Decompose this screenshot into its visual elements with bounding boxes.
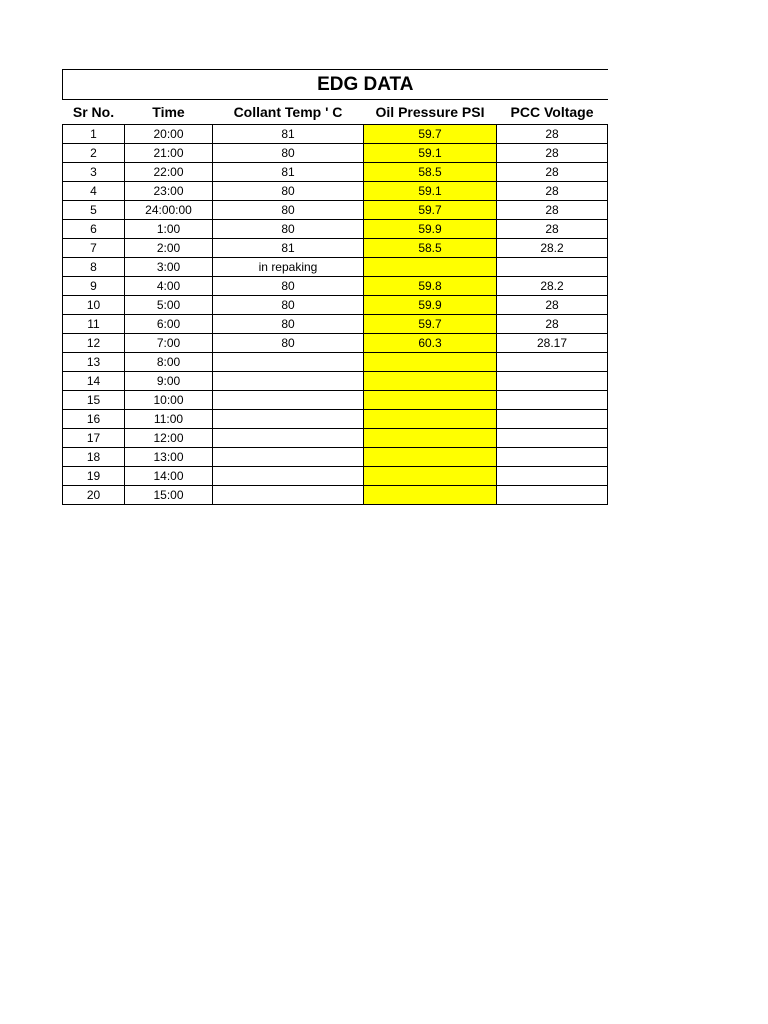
- cell-pcc-voltage: 28: [497, 144, 608, 163]
- cell-oil-pressure: [364, 410, 497, 429]
- table-row: [63, 182, 608, 201]
- table-row: [63, 163, 608, 182]
- cell-collant-temp: [213, 410, 364, 429]
- table-row: [63, 486, 608, 505]
- cell-sr-no: 17: [63, 429, 125, 448]
- cell-sr-no: 3: [63, 163, 125, 182]
- cell-collant-temp: 80: [213, 334, 364, 353]
- cell-collant-temp: 80: [213, 201, 364, 220]
- table-row: [63, 467, 608, 486]
- sheet-title: EDG DATA: [63, 70, 608, 100]
- header-row: [63, 100, 608, 125]
- table-body: [63, 125, 608, 505]
- cell-oil-pressure: 59.1: [364, 144, 497, 163]
- cell-oil-pressure: [364, 448, 497, 467]
- cell-time: 24:00:00: [125, 201, 213, 220]
- cell-oil-pressure: [364, 467, 497, 486]
- cell-collant-temp: in repaking: [213, 258, 364, 277]
- cell-oil-pressure: [364, 429, 497, 448]
- cell-sr-no: 10: [63, 296, 125, 315]
- table-row: [63, 372, 608, 391]
- cell-time: 4:00: [125, 277, 213, 296]
- title-row: [63, 70, 608, 100]
- edg-data-table: [62, 69, 608, 505]
- table-row: [63, 220, 608, 239]
- cell-sr-no: 5: [63, 201, 125, 220]
- cell-oil-pressure: 59.7: [364, 201, 497, 220]
- table-row: [63, 334, 608, 353]
- table-row: [63, 239, 608, 258]
- cell-time: 15:00: [125, 486, 213, 505]
- cell-pcc-voltage: 28: [497, 220, 608, 239]
- cell-time: 23:00: [125, 182, 213, 201]
- table-row: [63, 410, 608, 429]
- table-row: [63, 353, 608, 372]
- cell-time: 5:00: [125, 296, 213, 315]
- cell-sr-no: 16: [63, 410, 125, 429]
- header-sr-no: Sr No.: [63, 100, 125, 125]
- cell-time: 13:00: [125, 448, 213, 467]
- cell-collant-temp: 80: [213, 220, 364, 239]
- cell-collant-temp: 80: [213, 315, 364, 334]
- cell-time: 3:00: [125, 258, 213, 277]
- cell-pcc-voltage: [497, 429, 608, 448]
- cell-sr-no: 4: [63, 182, 125, 201]
- header-time: Time: [125, 100, 213, 125]
- cell-time: 12:00: [125, 429, 213, 448]
- cell-collant-temp: 80: [213, 182, 364, 201]
- cell-sr-no: 8: [63, 258, 125, 277]
- cell-pcc-voltage: 28.17: [497, 334, 608, 353]
- cell-pcc-voltage: [497, 448, 608, 467]
- cell-pcc-voltage: [497, 486, 608, 505]
- cell-collant-temp: [213, 467, 364, 486]
- table-row: [63, 448, 608, 467]
- cell-time: 7:00: [125, 334, 213, 353]
- cell-collant-temp: [213, 429, 364, 448]
- header-pcc-voltage: PCC Voltage: [497, 100, 608, 125]
- cell-oil-pressure: 59.9: [364, 220, 497, 239]
- table-row: [63, 201, 608, 220]
- cell-sr-no: 13: [63, 353, 125, 372]
- cell-time: 21:00: [125, 144, 213, 163]
- cell-time: 11:00: [125, 410, 213, 429]
- cell-sr-no: 11: [63, 315, 125, 334]
- cell-time: 10:00: [125, 391, 213, 410]
- cell-time: 20:00: [125, 125, 213, 144]
- cell-collant-temp: 80: [213, 296, 364, 315]
- cell-pcc-voltage: [497, 410, 608, 429]
- cell-collant-temp: [213, 486, 364, 505]
- cell-pcc-voltage: [497, 391, 608, 410]
- cell-pcc-voltage: 28.2: [497, 239, 608, 258]
- table-row: [63, 125, 608, 144]
- cell-oil-pressure: 59.8: [364, 277, 497, 296]
- cell-sr-no: 1: [63, 125, 125, 144]
- table-row: [63, 277, 608, 296]
- table-row: [63, 315, 608, 334]
- cell-pcc-voltage: 28: [497, 125, 608, 144]
- cell-oil-pressure: 60.3: [364, 334, 497, 353]
- cell-pcc-voltage: [497, 353, 608, 372]
- cell-oil-pressure: 58.5: [364, 163, 497, 182]
- cell-sr-no: 19: [63, 467, 125, 486]
- header-collant-temp: Collant Temp ' C: [213, 100, 364, 125]
- cell-sr-no: 7: [63, 239, 125, 258]
- header-oil-pressure: Oil Pressure PSI: [364, 100, 497, 125]
- cell-pcc-voltage: [497, 372, 608, 391]
- cell-time: 1:00: [125, 220, 213, 239]
- cell-sr-no: 9: [63, 277, 125, 296]
- cell-time: 2:00: [125, 239, 213, 258]
- cell-sr-no: 20: [63, 486, 125, 505]
- cell-time: 9:00: [125, 372, 213, 391]
- cell-sr-no: 14: [63, 372, 125, 391]
- cell-collant-temp: 81: [213, 163, 364, 182]
- cell-pcc-voltage: 28: [497, 201, 608, 220]
- cell-sr-no: 15: [63, 391, 125, 410]
- cell-oil-pressure: 59.9: [364, 296, 497, 315]
- table-row: [63, 258, 608, 277]
- cell-collant-temp: 81: [213, 125, 364, 144]
- cell-pcc-voltage: [497, 467, 608, 486]
- cell-oil-pressure: [364, 258, 497, 277]
- edg-data-sheet: [62, 69, 607, 505]
- cell-pcc-voltage: 28: [497, 182, 608, 201]
- table-row: [63, 391, 608, 410]
- cell-oil-pressure: [364, 391, 497, 410]
- cell-oil-pressure: 59.7: [364, 315, 497, 334]
- cell-oil-pressure: [364, 372, 497, 391]
- cell-collant-temp: 80: [213, 277, 364, 296]
- cell-time: 6:00: [125, 315, 213, 334]
- cell-oil-pressure: 59.7: [364, 125, 497, 144]
- cell-sr-no: 12: [63, 334, 125, 353]
- cell-time: 14:00: [125, 467, 213, 486]
- cell-pcc-voltage: [497, 258, 608, 277]
- cell-sr-no: 6: [63, 220, 125, 239]
- cell-sr-no: 18: [63, 448, 125, 467]
- table-row: [63, 429, 608, 448]
- cell-pcc-voltage: 28: [497, 296, 608, 315]
- cell-collant-temp: [213, 448, 364, 467]
- table-row: [63, 144, 608, 163]
- cell-sr-no: 2: [63, 144, 125, 163]
- cell-time: 22:00: [125, 163, 213, 182]
- table-row: [63, 296, 608, 315]
- cell-collant-temp: 81: [213, 239, 364, 258]
- cell-oil-pressure: 59.1: [364, 182, 497, 201]
- cell-pcc-voltage: 28.2: [497, 277, 608, 296]
- cell-collant-temp: [213, 372, 364, 391]
- cell-pcc-voltage: 28: [497, 163, 608, 182]
- cell-collant-temp: [213, 391, 364, 410]
- cell-collant-temp: [213, 353, 364, 372]
- cell-collant-temp: 80: [213, 144, 364, 163]
- cell-oil-pressure: [364, 486, 497, 505]
- cell-oil-pressure: 58.5: [364, 239, 497, 258]
- cell-oil-pressure: [364, 353, 497, 372]
- cell-pcc-voltage: 28: [497, 315, 608, 334]
- cell-time: 8:00: [125, 353, 213, 372]
